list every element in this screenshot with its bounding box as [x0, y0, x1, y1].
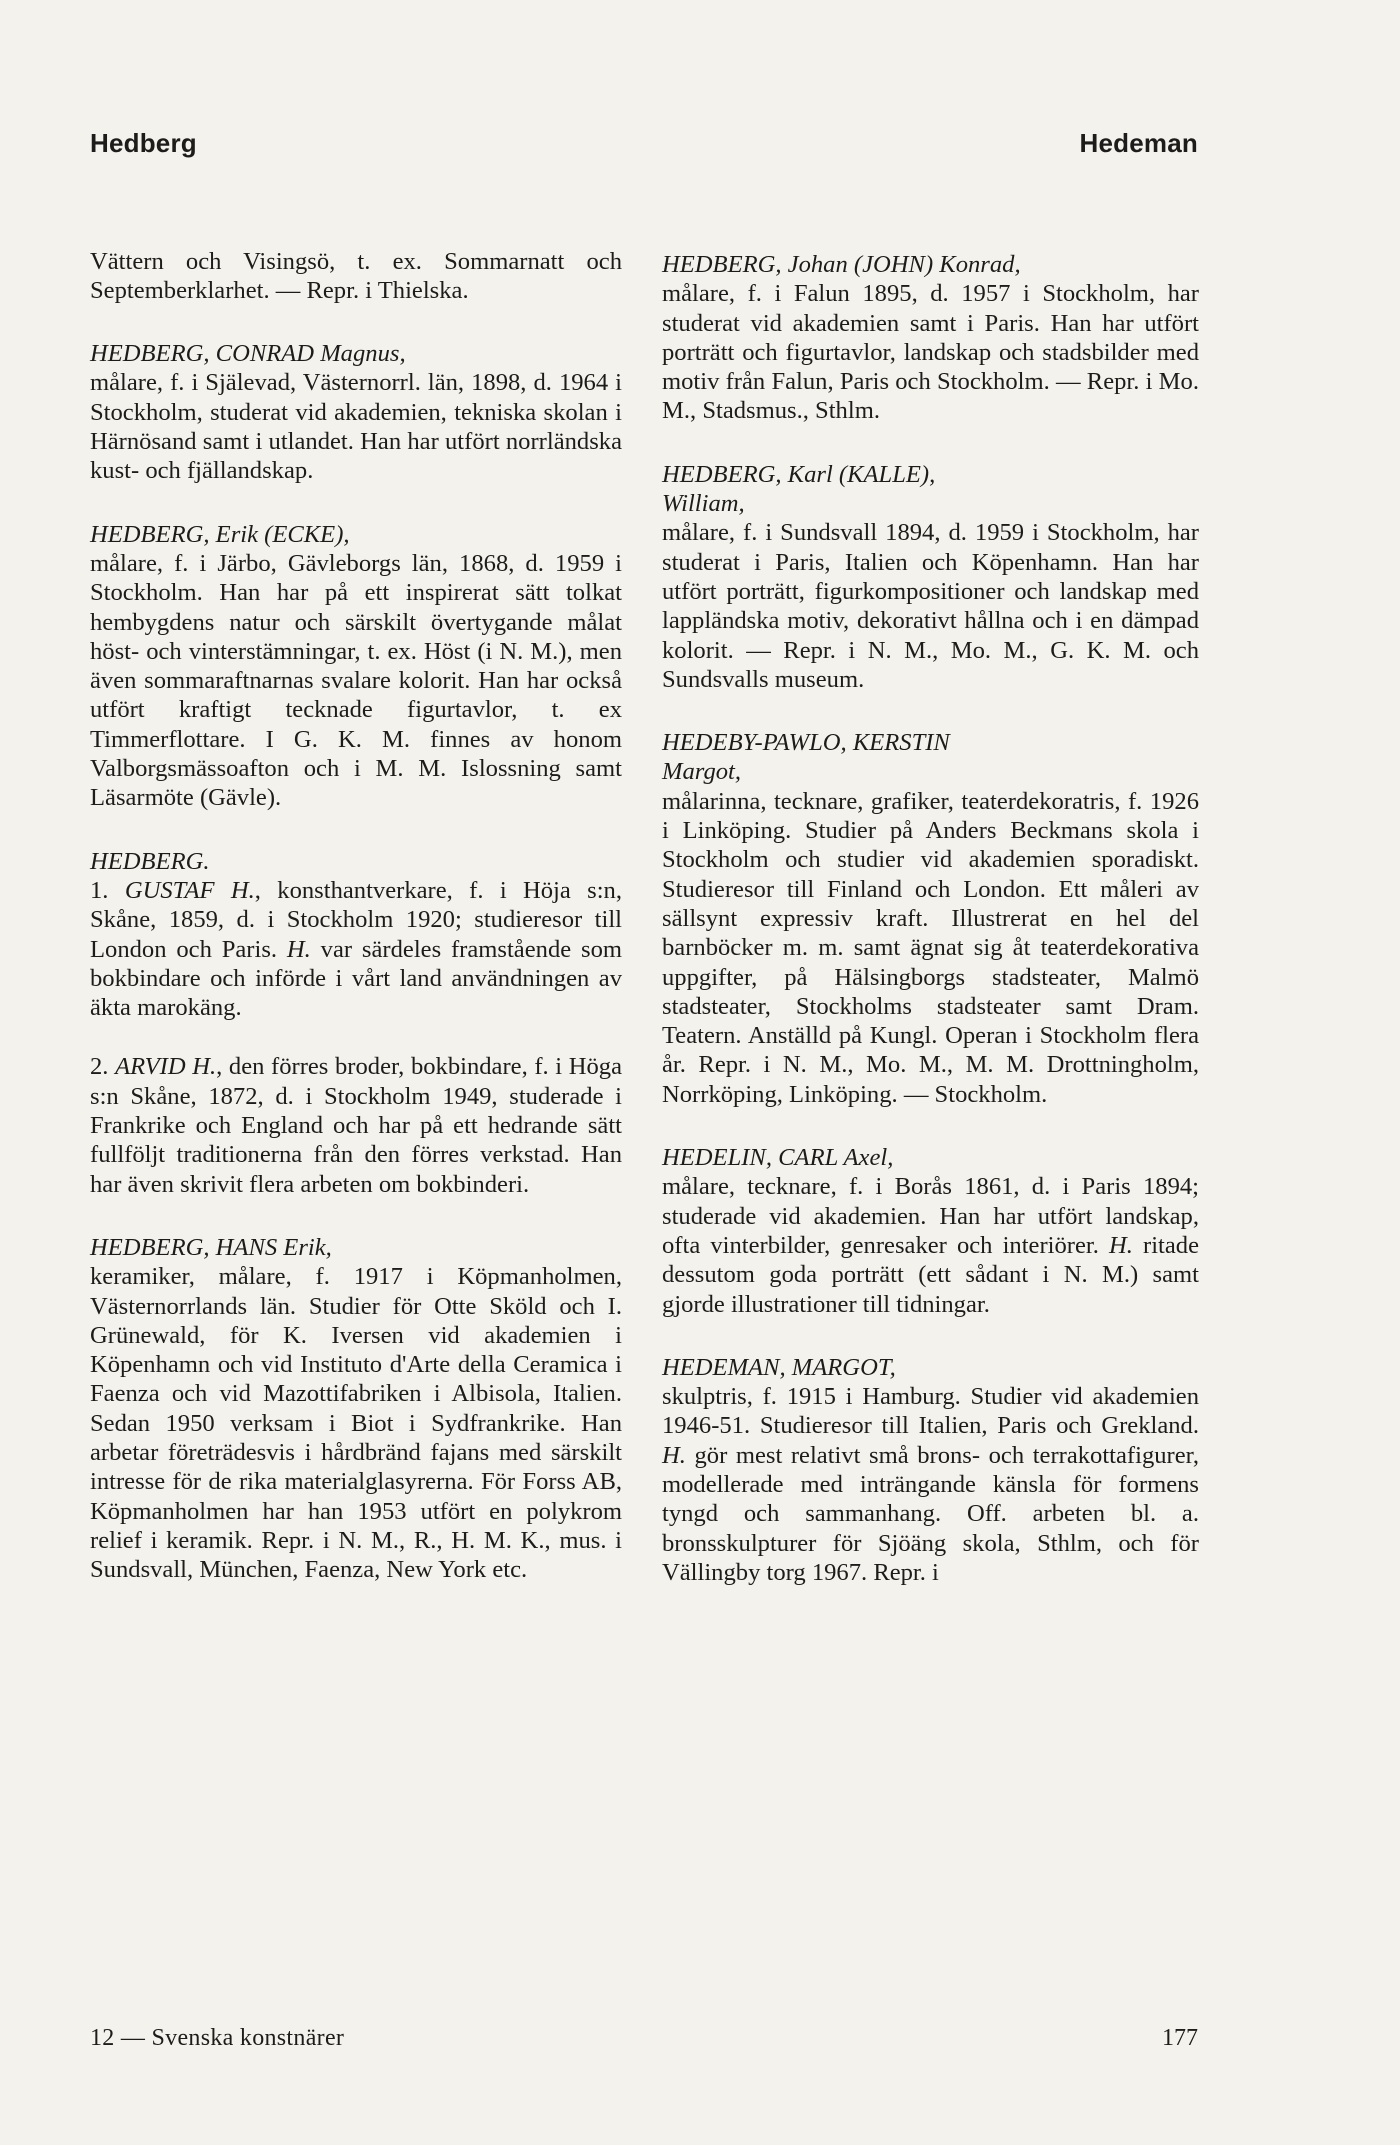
- entry-body: målare, f. i Sundsvall 1894, d. 1959 i Stockholm, har studerat i Paris, Italien och Köpenhamn. Han har utfört porträtt, figurkompositioner och landskap med lappländska motiv, dekorativt hållna och i en dämpad kolorit. — Repr. i N. M., Mo. M., G. K. M. och Sundsvalls museum.: [662, 519, 1199, 693]
- entry-name: HEDBERG, HANS Erik,: [90, 1233, 332, 1261]
- entry-body: keramiker, målare, f. 1917 i Köpmanholmen, Västernorrlands län. Studier för Otte Sköld och I. Grünewald, för K. Iversen vid akademien i Köpenhamn och vid Instituto d'Arte della Ceramica i Faenza och vid Mazottifabriken i Albisola, Italien. Sedan 1950 verksam i Biot i Sydfrankrike. Han arbetar företrädesvis i hårdbränd fajans med särskilt intresse för de rika materialglasyrerna. För Forss AB, Köpmanholmen har han 1953 utfört en polykrom relief i keramik. Repr. i N. M., R., H. M. K., mus. i Sundsvall, München, Faenza, New York etc.: [90, 1263, 622, 1584]
- entry-name-cont: William,: [662, 490, 745, 518]
- footer-signature: 12 — Svenska konstnärer: [90, 2025, 345, 2051]
- member-text: , konsthantverkare, f. i Höja s:n, Skåne, 1859, d. i Stockholm 1920; studieresor till London och Paris.: [90, 876, 623, 963]
- member-name: ARVID H.: [115, 1053, 217, 1081]
- entry-body: målarinna, tecknare, grafiker, teaterdekoratris, f. 1926 i Linköping. Studier på Anders Beckmans skola i Stockholm och studier vid akademien sporadiskt. Studieresor till Finland och London. Ett måleri av sällsynt expressiv kraft. Illustrerat en hel del barnböcker m. m. samt ägnat sig åt teaterdekorativa uppgifter, på Hälsingborgs stadsteater, Malmö stadsteater, Stockholms stadsteater samt Dram. Teatern. Anställd på Kungl. Operan i Stockholm flera år. Repr. i N. M., Mo. M., M. M. Drottningholm, Norrköping, Linköping. — Stockholm.: [662, 787, 1199, 1108]
- right-column: [662, 250, 1199, 1621]
- entry-abbr: H.: [1108, 1231, 1133, 1259]
- page-number: 177: [1162, 2025, 1198, 2051]
- member-number: 2.: [90, 1053, 109, 1081]
- entry-name: HEDBERG, Erik (ECKE),: [90, 520, 350, 548]
- member-abbr: H.: [286, 935, 311, 963]
- family-member-gustaf: [90, 876, 622, 1022]
- entry-body: skulptris, f. 1915 i Hamburg. Studier vid akademien 1946-51. Studieresor till Italien, Paris och Grekland.: [662, 1383, 1199, 1440]
- continuation-text: Vättern och Visingsö, t. ex. Sommarnatt och Septemberklarhet. — Repr. i Thielska.: [90, 247, 622, 304]
- entry-hedelin: [662, 1143, 1199, 1319]
- member-name: GUSTAF H.: [124, 876, 255, 904]
- entry-name: HEDBERG, Karl (KALLE),: [662, 460, 936, 488]
- member-text: , den förres broder, bokbindare, f. i Höga s:n Skåne, 1872, d. i Stockholm 1949, studerade i Frankrike och England och har på ett hedrande sätt fullföljt traditionerna från den förres verkstad. Han har även skrivit flera arbeten om bokbinderi.: [90, 1053, 622, 1198]
- entry-body-cont: ritade dessutom goda porträtt (ett sådant i N. M.) samt gjorde illustrationer till tidningar.: [662, 1231, 1200, 1318]
- member-text-cont: var särdeles framstående som bokbindare och införde i vårt land användningen av äkta marokäng.: [90, 935, 622, 1022]
- entry-name-cont: Margot,: [662, 758, 742, 786]
- entry-name: HEDEBY-PAWLO, KERSTIN: [662, 729, 950, 757]
- entry-body: målare, tecknare, f. i Borås 1861, d. i Paris 1894; studerade vid akademien. Han har utfört landskap, ofta vinterbilder, genresaker och interiörer.: [662, 1173, 1199, 1259]
- entry-hedberg-hans: [90, 1233, 622, 1585]
- entry-body: målare, f. i Själevad, Västernorrl. län, 1898, d. 1964 i Stockholm, studerat vid akademien, tekniska skolan i Härnösand samt i utlandet. Han har utfört norrländska kust- och fjällandskap.: [90, 369, 622, 485]
- left-column: [90, 222, 622, 1618]
- entry-name: HEDEMAN, MARGOT,: [662, 1353, 896, 1381]
- entry-hedeby-pawlo: [662, 728, 1199, 1109]
- entry-hedeman: [662, 1353, 1199, 1587]
- family-member-arvid: [90, 1052, 622, 1198]
- entry-hedberg-conrad: [90, 339, 622, 485]
- entry-body: målare, f. i Järbo, Gävleborgs län, 1868, d. 1959 i Stockholm. Han har på ett inspirerat sätt tolkat hembygdens natur och särskilt övertygande målat höst- och vinterstämningar, t. ex. Höst (i N. M.), men även sommaraftnarnas svalare kolorit. Han har också utfört kraftigt tecknade figurtavlor, t. ex Timmerflottare. I G. K. M. finnes av honom Valborgsmässoafton och i M. M. Islossning samt Läsarmöte (Gävle).: [90, 549, 622, 812]
- entry-hedberg-john: [662, 250, 1199, 426]
- entry-hedberg-kalle: [662, 460, 1199, 694]
- running-head-left: Hedberg: [90, 128, 197, 158]
- entry-name: HEDELIN, CARL Axel,: [662, 1144, 894, 1172]
- entry-name: HEDBERG, CONRAD Magnus,: [90, 340, 406, 368]
- entry-name: HEDBERG.: [90, 847, 210, 875]
- entry-name: HEDBERG, Johan (JOHN) Konrad,: [662, 251, 1021, 278]
- entry-abbr: H.: [662, 1441, 686, 1469]
- entry-hedberg-erik: [90, 520, 622, 813]
- member-number: 1.: [90, 876, 109, 904]
- entry-body: målare, f. i Falun 1895, d. 1957 i Stockholm, har studerat vid akademien samt i Paris. Han har utfört porträtt och figurtavlor, landskap och stadsbilder med motiv från Falun, Paris och Stockholm. — Repr. i Mo. M., Stadsmus., Sthlm.: [662, 280, 1199, 425]
- entry-hedberg-family: [90, 847, 622, 1199]
- running-head-right: Hedeman: [1079, 128, 1198, 158]
- entry-body-cont: gör mest relativt små brons- och terrakottafigurer, modellerade med inträngande känsla för formens tyngd och sammanhang. Off. arbeten bl. a. bronsskulpturer för Sjöäng skola, Sthlm, och för Vällingby torg 1967. Repr. i: [662, 1441, 1199, 1586]
